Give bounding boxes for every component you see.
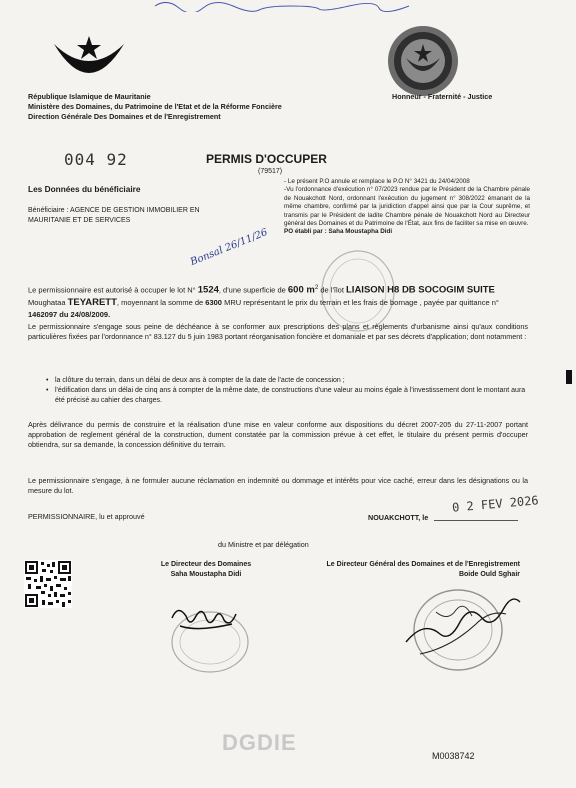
header-line-republic: République Islamique de Mauritanie: [28, 92, 151, 101]
amount-value: 6300: [205, 297, 222, 307]
signature-stamp-director-general: [396, 572, 526, 682]
handwriting-scribble-top: [150, 0, 430, 12]
note-item: - Le présent P.O annule et remplace le P.O N° 3421 du 24/04/2008: [284, 178, 470, 185]
national-seal-icon: [386, 24, 460, 98]
area-exponent: 2: [314, 284, 319, 291]
note-item: PO établi par : Saha Moustapha Didi: [284, 228, 393, 236]
header-line-direction: Direction Générale Des Domaines et de l'Enregistrement: [28, 112, 221, 121]
text-fragment: Moughataa: [28, 297, 68, 307]
ilot-name: LIAISON H8 DB SOCOGIM SUITE: [346, 284, 495, 296]
main-authorization-paragraph: [28, 282, 528, 321]
receipt-number: 1462097 du 24/08/2009.: [28, 309, 111, 319]
date-stamp: 0 2 FEV 2026: [451, 493, 540, 515]
obligations-list: [46, 376, 526, 406]
moughataa-name: TEYARETT: [67, 296, 117, 308]
document-title: PERMIS D'OCCUPER: [206, 152, 327, 166]
concession-paragraph: Après délivrance du permis de construire et la réalisation d'une mise en valeur conforme aux dispositions du décret 2007-205 du 27-11-2007 portant approbation de reglement général de la construction, dument constatée par la commission prévue à cet effet, le titulaire du présent permis d'occuper obtiendra, sur sa demande, la concession définitive du terrain.: [28, 420, 528, 449]
list-item: • la clôture du terrain, dans un délai de deux ans à compter de la date de l'acte de concession ;: [46, 376, 526, 386]
handwritten-note: Bonsal 26/11/26: [188, 227, 270, 268]
list-item: • l'édification dans un délai de cinq ans à compter de la même date, de constructions d'une valeur au moins égale à l'investissement dont le montant aura été précisé au cahier des charges.: [46, 386, 526, 406]
permissionnaire-label: PERMISSIONNAIRE, lu et approuvé: [28, 512, 145, 521]
document-number: M0038742: [432, 751, 475, 761]
text-fragment: , d'une superficie de: [218, 285, 288, 295]
signer-block-1: [146, 560, 266, 580]
signer1-name: Saha Moustapha Didi: [170, 571, 242, 578]
place-label: NOUAKCHOTT, le: [368, 513, 429, 522]
lot-number: 1524: [197, 284, 219, 296]
date-line: [434, 520, 518, 521]
signer1-title: Le Directeur des Domaines: [160, 561, 252, 568]
signer2-title: Le Directeur Général des Domaines et de l'Enregistrement: [326, 561, 520, 568]
header-motto: Honneur - Fraternité - Justice: [392, 92, 493, 101]
delegation-text: du Ministre et par délégation: [218, 540, 309, 549]
text-fragment: Le permissionnaire est autorisé à occuper le lot N°: [28, 285, 198, 295]
document-subnumber: (79517): [258, 168, 283, 175]
edge-mark: [566, 370, 572, 384]
signature-stamp-director: [150, 580, 280, 680]
header-line-ministry: Ministère des Domaines, du Patrimoine de l'Etat et de la Réforme Foncière: [28, 102, 282, 111]
text-fragment: , moyennant la somme de: [116, 297, 206, 307]
qr-code-icon: [24, 560, 72, 608]
beneficiary-text: Bénéficiaire : AGENCE DE GESTION IMMOBILIER EN MAURITANIE ET DE SERVICES: [28, 207, 200, 224]
header-administration: [28, 92, 358, 122]
document-serial: 004 92: [64, 150, 128, 169]
beneficiary-heading: Les Données du bénéficiaire: [28, 184, 141, 194]
area-value: 600 m: [287, 284, 315, 296]
note-item: -Vu l'ordonnance d'exécution n° 07/2023 rendue par le Président de la Chambre pénale de Nouakchott Nord, ordonnant l'exécution du jugement n° 308/2022 émanant de la même chambre, confirmé par la juridiction d'appel ainsi que par la Cour suprême, et transmis par le Président de ladite Chambre pénale de Nouakchott Nord au Directeur général des Domaines et du Patrimoine de l'État, aux fins de faciliter sa mise en œuvre.: [284, 186, 530, 228]
watermark-logo: DGDIE: [222, 730, 297, 755]
signer2-name: Boide Ould Sghair: [458, 571, 520, 578]
text-fragment: de l'îlot: [318, 285, 346, 295]
crescent-star-emblem: [52, 32, 126, 86]
obligations-paragraph: Le permissionnaire s'engage sous peine de déchéance à se conformer aux prescriptions des plans et règlements d'urbanisme ainsi qu'aux conditions particulières fixées par l'ordonnance n° 83.127 du 5 juin 1983 portant réorganisation foncière et domaniale et par ses décrets d'application; dont notamment :: [28, 322, 528, 341]
annotation-notes: [284, 178, 530, 237]
no-claim-paragraph: Le permissionnaire s'engage, à ne formuler aucune réclamation en indemnité ou dommage et intérêts pour vice caché, erreur dans les désignations ou la mesure du lot.: [28, 476, 528, 495]
text-fragment: MRU représentant le prix du terrain et les frais de bornage , payée par quittance n°: [221, 297, 499, 307]
